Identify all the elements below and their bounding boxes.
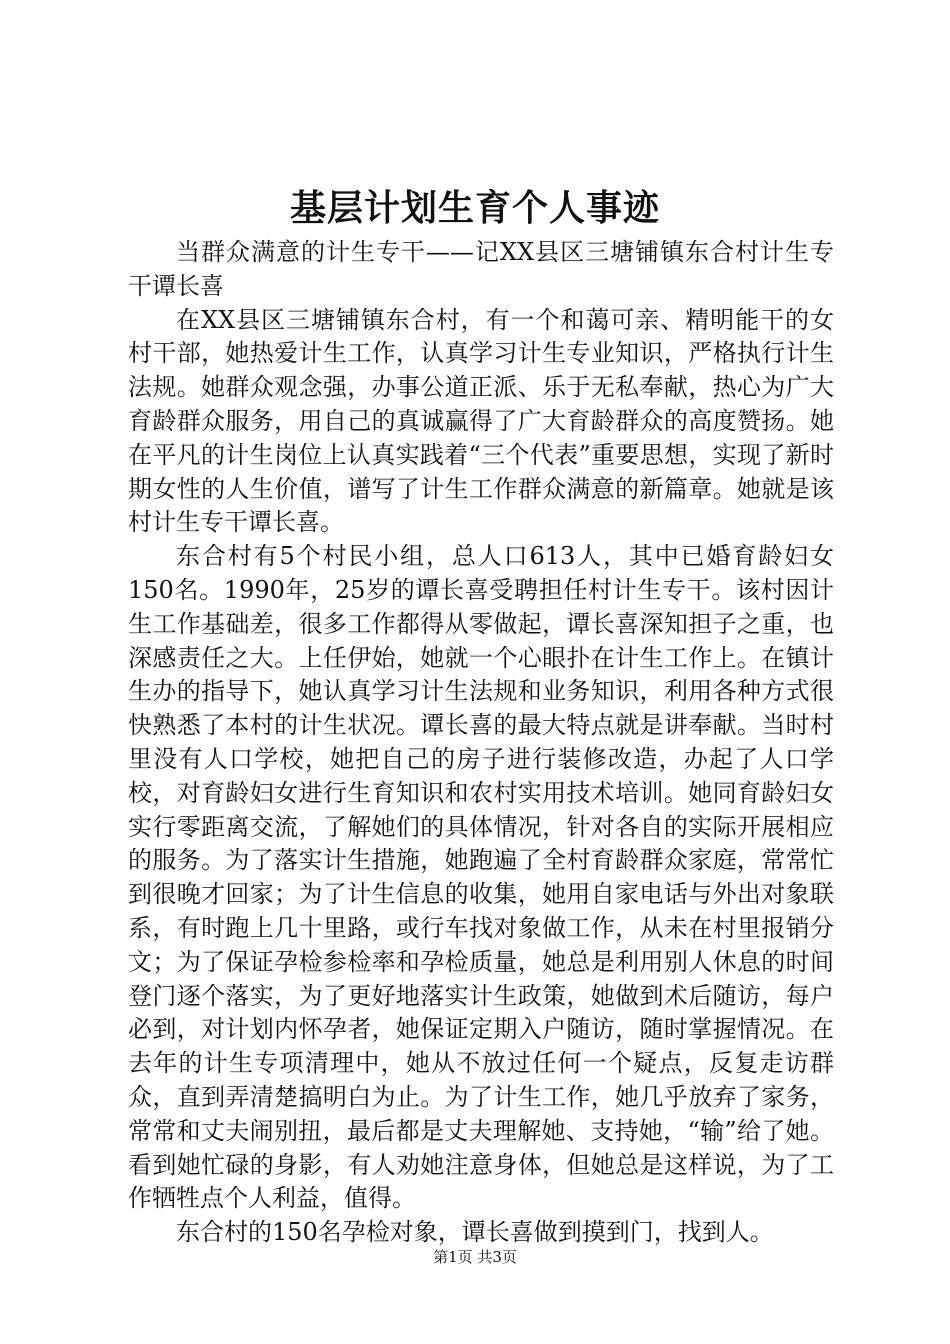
intro-paragraph: 在XX县区三塘铺镇东合村，有一个和蔼可亲、精明能干的女村干部，她热爱计生工作，认真学习计生专业知识，严格执行计生法规。她群众观念强，办事公道正派、乐于无私奉献，热心为广大育龄群众服务，用自己的真诚赢得了广大育龄群众的高度赞扬。她在平凡的计生岗位上认真实践着“三个代表”重要思想，实现了新时期女性的人生价值，谱写了计生工作群众满意的新篇章。她就是该村计生专干谭长喜。 bbox=[128, 305, 834, 537]
closing-paragraph: 东合村的150名孕检对象，谭长喜做到摸到门，找到人。 bbox=[176, 1218, 774, 1247]
document-title: 基层计划生育个人事迹 bbox=[289, 187, 660, 229]
main-paragraph: 东合村有5个村民小组，总人口613人，其中已婚育龄妇女150名。1990年，25岁的谭长喜受聘担任村计生专干。该村因计生工作基础差，很多工作都得从零做起，谭长喜深知担子之重，也深感责任之大。上任伊始，她就一个心眼扑在计生工作上。在镇计生办的指导下，她认真学习计生法规和业务知识，利用各种方式很快熟悉了本村的计生状况。谭长喜的最大特点就是讲奉献。当时村里没有人口学校，她把自己的房子进行装修改造，办起了人口学校，对育龄妇女进行生育知识和农村实用技术培训。她同育龄妇女实行零距离交流，了解她们的具体情况，针对各自的实际开展相应的服务。为了落实计生措施，她跑遍了全村育龄群众家庭，常常忙到很晚才回家；为了计生信息的收集，她用自家电话与外出对象联系，有时跑上几十里路，或行车找对象做工作，从未在村里报销分文；为了保证孕检参检率和孕检质量，她总是利用别人休息的时间登门逐个落实，为了更好地落实计生政策，她做到术后随访，每户必到，对计划内怀孕者，她保证定期入户随访，随时掌握情况。在去年的计生专项清理中，她从不放过任何一个疑点，反复走访群众，直到弄清楚搞明白为止。为了计生工作，她几乎放弃了家务，常常和丈夫闹别扭，最后都是丈夫理解她、支持她，“输”给了她。看到她忙碌的身影，有人劝她注意身体，但她总是这样说，为了工作牺牲点个人利益，值得。 bbox=[128, 542, 834, 1213]
subtitle-paragraph: 当群众满意的计生专干——记XX县区三塘铺镇东合村计生专干谭长喜 bbox=[128, 238, 834, 300]
page-number-footer: 第1页 共3页 bbox=[433, 1248, 517, 1266]
document-body bbox=[128, 236, 834, 1250]
